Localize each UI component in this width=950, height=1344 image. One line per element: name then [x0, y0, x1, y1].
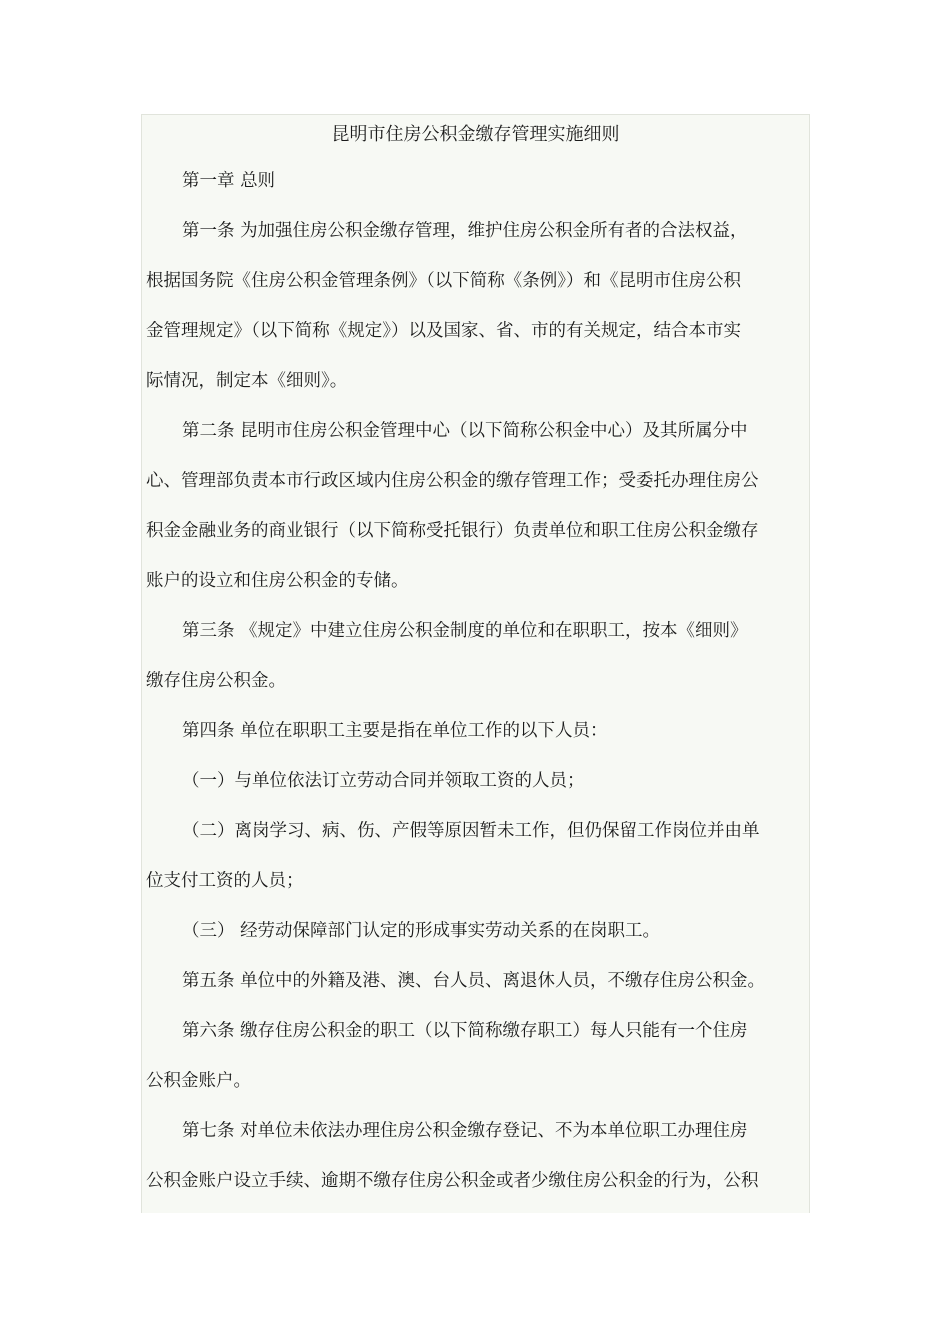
paragraph-line: 第五条 单位中的外籍及港、澳、台人员、离退休人员，不缴存住房公积金。	[182, 971, 766, 991]
paragraph-line: 第六条 缴存住房公积金的职工（以下简称缴存职工）每人只能有一个住房	[182, 1021, 748, 1041]
paragraph-line: 账户的设立和住房公积金的专储。	[146, 571, 409, 591]
paragraph-line: 缴存住房公积金。	[146, 671, 286, 691]
paragraph-line: 第三条 《规定》中建立住房公积金制度的单位和在职职工，按本《细则》	[182, 621, 748, 641]
paragraph-line: 第一条 为加强住房公积金缴存管理，维护住房公积金所有者的合法权益，	[182, 221, 748, 241]
paragraph-line: 第七条 对单位未依法办理住房公积金缴存登记、不为本单位职工办理住房	[182, 1121, 748, 1141]
paragraph-line: 根据国务院《住房公积金管理条例》（以下简称《条例》）和《昆明市住房公积	[146, 271, 741, 291]
paragraph-line: （三） 经劳动保障部门认定的形成事实劳动关系的在岗职工。	[182, 921, 661, 941]
paragraph-line: （二）离岗学习、病、伤、产假等原因暂未工作，但仍保留工作岗位并由单	[182, 821, 760, 841]
document-title: 昆明市住房公积金缴存管理实施细则	[331, 124, 620, 145]
paragraph-line: 公积金账户。	[146, 1071, 251, 1091]
document-body	[142, 156, 809, 1206]
paragraph-line: 第二条 昆明市住房公积金管理中心（以下简称公积金中心）及其所属分中	[182, 421, 748, 441]
paragraph-line: 位支付工资的人员；	[146, 871, 304, 891]
document-page	[141, 114, 810, 1213]
paragraph-line: 积金金融业务的商业银行（以下简称受托银行）负责单位和职工住房公积金缴存	[146, 521, 759, 541]
paragraph-line: 心、管理部负责本市行政区域内住房公积金的缴存管理工作；受委托办理住房公	[146, 471, 759, 491]
paragraph-line: 公积金账户设立手续、逾期不缴存住房公积金或者少缴住房公积金的行为，公积	[146, 1171, 759, 1191]
paragraph-line: 第一章 总则	[182, 171, 276, 191]
paragraph-line: 际情况，制定本《细则》。	[146, 371, 348, 391]
paragraph-line: 第四条 单位在职职工主要是指在单位工作的以下人员：	[182, 721, 608, 741]
paragraph-line: （一）与单位依法订立劳动合同并领取工资的人员；	[182, 771, 585, 791]
paragraph-line: 金管理规定》（以下简称《规定》）以及国家、省、市的有关规定，结合本市实	[146, 321, 741, 341]
